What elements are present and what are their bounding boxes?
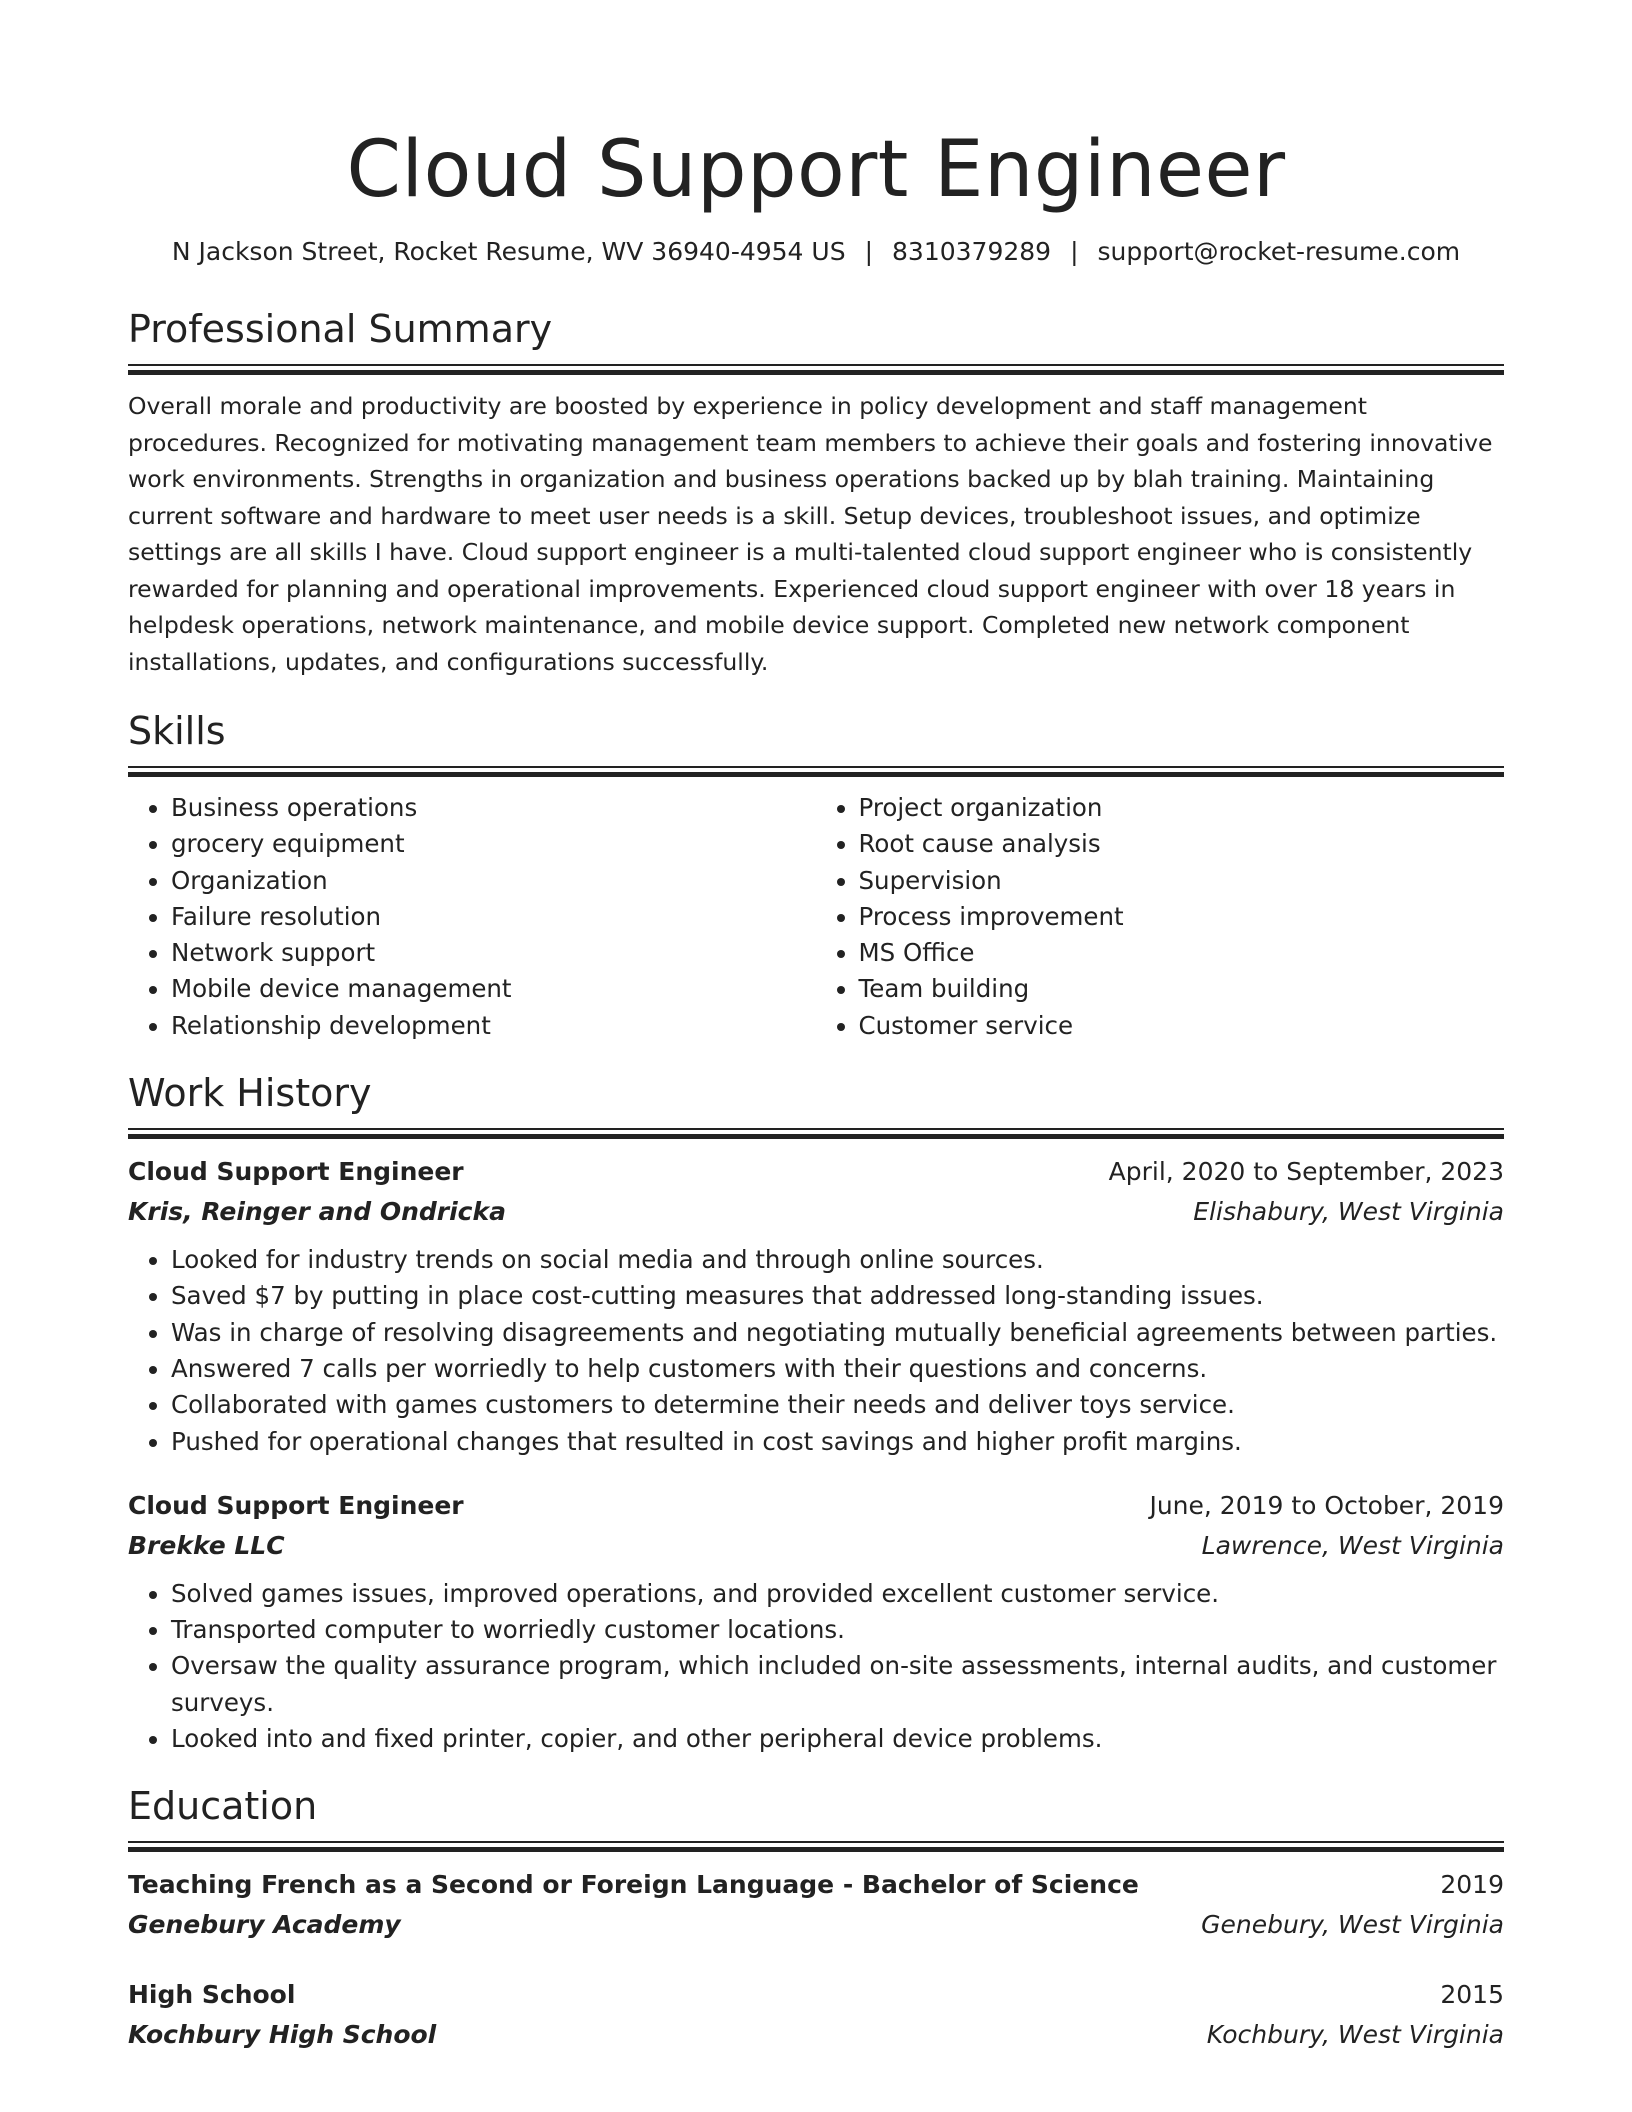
contact-phone: 8310379289 [892,237,1052,266]
work-section [128,1070,1504,1757]
job-title: Cloud Support Engineer [128,1157,464,1187]
skills-columns [128,790,1504,1044]
job-subheader [128,1192,1504,1232]
education-subheader [128,1905,1504,1945]
skills-list-right [817,790,1505,1044]
job-bullet: • Collaborated with games customers to determine their needs and deliver toys service. [171,1387,1504,1423]
education-location: Genebury, West Virginia [1201,1910,1504,1940]
contact-line [128,236,1504,268]
education-year: 2015 [1440,1980,1504,2010]
contact-separator: | [864,237,874,266]
skill-item: • Business operations [171,790,817,826]
job-bullet: • Transported computer to worriedly customer locations. [171,1612,1504,1648]
skill-item: • Root cause analysis [859,826,1505,862]
education-entry [128,1975,1504,2055]
resume-page [128,0,1504,2085]
skill-item: • Organization [171,863,817,899]
job-entry [128,1486,1504,1757]
job-bullet: • Looked for industry trends on social media and through online sources. [171,1242,1504,1278]
skill-item: • Project organization [859,790,1505,826]
skills-section [128,708,1504,1044]
section-title-summary: Professional Summary [128,307,553,351]
job-bullet: • Saved $7 by putting in place cost-cutting measures that addressed long-standing issues. [171,1278,1504,1314]
section-title-education: Education [128,1784,318,1829]
education-degree: High School [128,1980,296,2010]
job-bullet: • Answered 7 calls per worriedly to help customers with their questions and concerns. [171,1351,1504,1387]
job-header [128,1152,1504,1192]
skill-item: • Customer service [859,1008,1505,1044]
skill-item: • grocery equipment [171,826,817,862]
education-year: 2019 [1440,1870,1504,1900]
job-bullet: • Was in charge of resolving disagreements and negotiating mutually beneficial agreements between parties. [171,1315,1504,1351]
education-header [128,1975,1504,2015]
skills-list-left [128,790,817,1044]
section-title-skills: Skills [128,709,226,753]
skill-item: • Network support [171,935,817,971]
contact-separator: | [1070,237,1079,266]
job-company: Brekke LLC [128,1530,285,1560]
job-entry [128,1152,1504,1460]
education-school: Genebury Academy [128,1910,401,1940]
summary-text: Overall morale and productivity are boosted by experience in policy development and staff management procedures. Recognized for motivating management team members to achieve their goals and fostering innovative work environments. Strengths in organization and business operations backed up by blah training. Maintaining current software and hardware to meet user needs is a skill. Setup devices, troubleshoot issues, and optimize settings are all skills I have. Cloud support engineer is a multi-talented cloud support engineer who is consistently rewarded for planning and operational improvements. Experienced cloud support engineer with over 18 years in helpdesk operations, network maintenance, and mobile device support. Completed new network component installations, updates, and configurations successfully. [128,392,1493,676]
job-bullets [128,1242,1504,1460]
education-degree: Teaching French as a Second or Foreign Language - Bachelor of Science [128,1870,1139,1900]
education-location: Kochbury, West Virginia [1206,2020,1504,2050]
job-location: Lawrence, West Virginia [1201,1530,1504,1560]
skill-item: • Supervision [859,863,1505,899]
skill-item: • Process improvement [859,899,1505,935]
skill-item: • MS Office [859,935,1505,971]
job-bullet: • Looked into and fixed printer, copier, and other peripheral device problems. [171,1721,1504,1757]
skill-item: • Relationship development [171,1008,817,1044]
summary-section [128,306,1504,680]
job-bullet: • Pushed for operational changes that resulted in cost savings and higher profit margins. [171,1424,1504,1460]
job-location: Elishabury, West Virginia [1193,1197,1504,1227]
job-bullet: • Oversaw the quality assurance program, which included on-site assessments, internal audits, and customer surveys. [171,1648,1504,1721]
skill-item: • Failure resolution [171,899,817,935]
education-entry [128,1865,1504,1945]
job-title: Cloud Support Engineer [128,1490,464,1520]
job-bullet: • Solved games issues, improved operations, and provided excellent customer service. [171,1576,1504,1612]
skill-item: • Team building [859,971,1505,1007]
section-divider [128,1128,1504,1142]
education-school: Kochbury High School [128,2020,437,2050]
section-divider [128,364,1504,378]
job-dates: June, 2019 to October, 2019 [1149,1490,1504,1520]
job-dates: April, 2020 to September, 2023 [1108,1157,1504,1187]
job-company: Kris, Reinger and Ondricka [128,1197,506,1227]
resume-name: Cloud Support Engineer [346,125,1286,215]
section-divider [128,1841,1504,1855]
section-title-work: Work History [128,1071,372,1116]
education-section [128,1783,1504,2055]
skill-item: • Mobile device management [171,971,817,1007]
job-subheader [128,1526,1504,1566]
education-header [128,1865,1504,1905]
job-header [128,1486,1504,1526]
section-divider [128,766,1504,780]
contact-address: N Jackson Street, Rocket Resume, WV 36940-4954 US [171,237,846,266]
education-subheader [128,2015,1504,2055]
contact-email[interactable]: support@rocket-resume.com [1097,237,1461,266]
job-bullets [128,1576,1504,1757]
